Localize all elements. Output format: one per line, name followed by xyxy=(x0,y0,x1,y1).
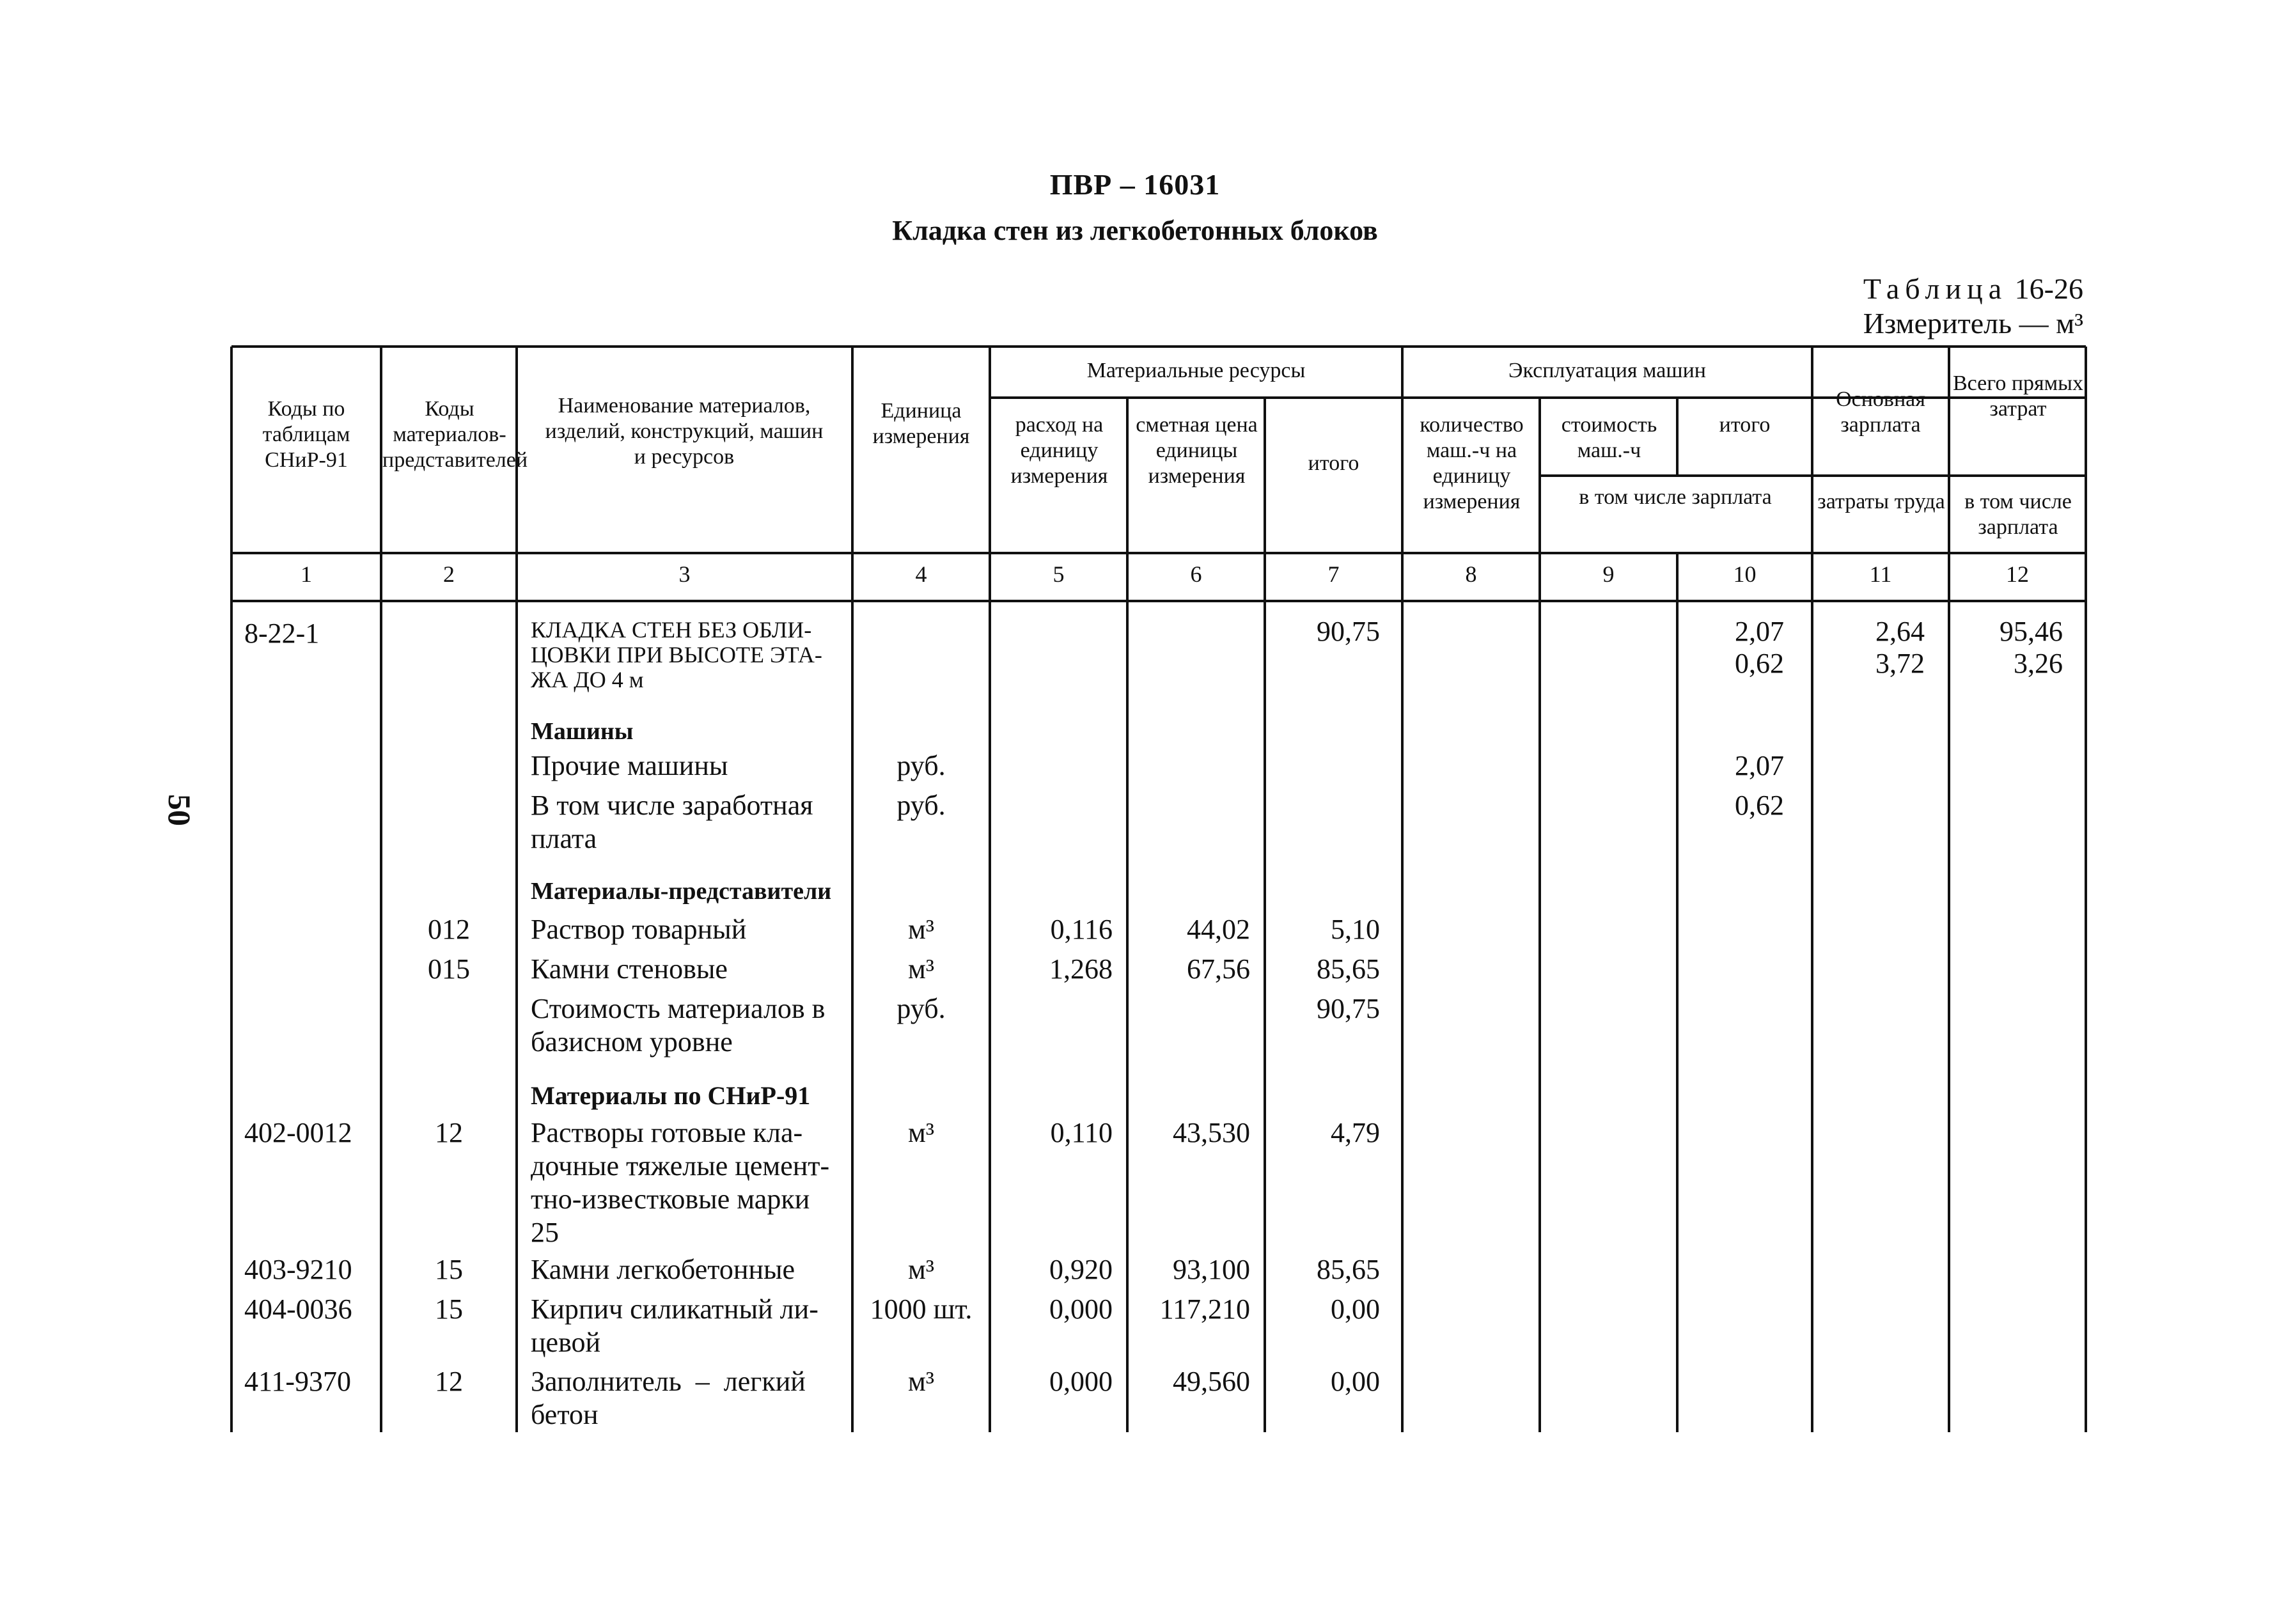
page-number: 50 xyxy=(162,794,198,826)
s2-col7: 85,65 xyxy=(1317,1254,1380,1285)
p3-name-2: базисном уровне xyxy=(531,1026,733,1058)
document-title: ПВР – 16031 xyxy=(1049,168,1221,201)
p2-col7: 85,65 xyxy=(1317,953,1380,985)
main-col10-b: 0,62 xyxy=(1735,648,1784,679)
s1-name-1: Растворы готовые кла- xyxy=(531,1117,803,1148)
s2-rep-code: 15 xyxy=(435,1254,463,1285)
s2-code: 403-9210 xyxy=(244,1254,352,1285)
col-header-12-top: Всего прямых затрат xyxy=(1952,371,2084,421)
main-col12-b: 3,26 xyxy=(2014,648,2063,679)
p1-col5: 0,116 xyxy=(1050,914,1113,945)
s2-col5: 0,920 xyxy=(1049,1254,1113,1285)
s1-col6: 43,530 xyxy=(1173,1117,1250,1148)
col-header-11-top: Основная зарплата xyxy=(1836,387,1925,437)
col-header-4: Единица измерения xyxy=(872,399,970,448)
m2-unit: руб. xyxy=(896,790,946,821)
s1-col5: 0,110 xyxy=(1050,1117,1113,1148)
p2-code: 015 xyxy=(428,953,470,985)
measure-label: Измеритель — м³ xyxy=(1863,307,2083,340)
p1-col6: 44,02 xyxy=(1187,914,1250,945)
s3-name-1: Кирпич силикатный ли- xyxy=(531,1293,818,1325)
section-snip: Материалы по СНиР-91 xyxy=(531,1081,811,1110)
col-number-9: 9 xyxy=(1602,561,1615,587)
s2-name: Камни легкобетонные xyxy=(531,1254,795,1285)
p3-unit: руб. xyxy=(896,993,946,1024)
col-header-8: количество маш.-ч на единицу измерения xyxy=(1420,413,1524,513)
s1-name-4: 25 xyxy=(531,1217,559,1248)
section-machines: Машины xyxy=(531,718,634,745)
col-number-10: 10 xyxy=(1733,561,1757,587)
col-number-4: 4 xyxy=(915,561,927,587)
m1-name: Прочие машины xyxy=(531,750,728,781)
s3-col6: 117,210 xyxy=(1159,1293,1250,1325)
p2-name: Камни стеновые xyxy=(531,953,728,985)
section-representatives: Материалы-представители xyxy=(531,878,832,905)
m2-name-2: плата xyxy=(531,823,597,854)
s3-unit: 1000 шт. xyxy=(870,1293,973,1325)
p2-unit: м³ xyxy=(907,953,935,985)
col-header-10: итого xyxy=(1719,413,1771,437)
s1-name-3: тно-известковые марки xyxy=(531,1183,810,1215)
main-col12-a: 95,46 xyxy=(2000,616,2063,647)
s4-name-1: Заполнитель – легкий xyxy=(531,1366,806,1397)
s4-col6: 49,560 xyxy=(1173,1366,1250,1397)
col-number-12: 12 xyxy=(2006,561,2029,587)
p3-col7: 90,75 xyxy=(1317,993,1380,1024)
s1-rep-code: 12 xyxy=(435,1117,463,1148)
s4-code: 411-9370 xyxy=(244,1366,352,1397)
s3-code: 404-0036 xyxy=(244,1293,352,1325)
table-label: Таблица xyxy=(1863,272,2008,305)
main-col10-a: 2,07 xyxy=(1735,616,1784,647)
p2-col6: 67,56 xyxy=(1187,953,1250,985)
col-number-5: 5 xyxy=(1053,561,1065,587)
main-col7: 90,75 xyxy=(1317,616,1380,647)
s1-unit: м³ xyxy=(907,1117,935,1148)
col-header-11-bottom: затраты труда xyxy=(1817,490,1945,513)
m2-col10: 0,62 xyxy=(1735,790,1784,821)
m1-unit: руб. xyxy=(896,750,946,781)
col-number-6: 6 xyxy=(1190,561,1202,587)
s3-name-2: цевой xyxy=(531,1327,601,1358)
row-code-main: 8-22-1 xyxy=(244,618,320,649)
s3-col7: 0,00 xyxy=(1331,1293,1380,1325)
s4-col5: 0,000 xyxy=(1049,1366,1113,1397)
col-header-12-bottom: в том числе зарплата xyxy=(1964,490,2072,539)
col-number-2: 2 xyxy=(443,561,455,587)
s2-col6: 93,100 xyxy=(1173,1254,1250,1285)
group-header-materials: Материальные ресурсы xyxy=(1086,359,1306,382)
s4-name-2: бетон xyxy=(531,1399,599,1430)
p1-code: 012 xyxy=(428,914,470,945)
row-name-main-1: КЛАДКА СТЕН БЕЗ ОБЛИ- xyxy=(531,617,812,643)
m2-name-1: В том числе заработная xyxy=(531,790,813,821)
s1-name-2: дочные тяжелые цемент- xyxy=(531,1150,830,1182)
row-name-main-2: ЦОВКИ ПРИ ВЫСОТЕ ЭТА- xyxy=(531,642,822,668)
col-header-2: Коды материалов-представителей xyxy=(382,397,528,472)
s4-col7: 0,00 xyxy=(1331,1366,1380,1397)
s1-code: 402-0012 xyxy=(244,1117,352,1148)
col-number-1: 1 xyxy=(301,561,312,587)
col-header-6: сметная цена единицы измерения xyxy=(1136,413,1258,488)
col-header-1: Коды по таблицам СНиР-91 xyxy=(262,397,350,472)
document-subtitle: Кладка стен из легкобетонных блоков xyxy=(892,215,1378,246)
col-number-7: 7 xyxy=(1327,561,1340,587)
p1-name: Раствор товарный xyxy=(531,914,747,945)
m1-col10: 2,07 xyxy=(1735,750,1784,781)
col-number-8: 8 xyxy=(1465,561,1477,587)
s4-unit: м³ xyxy=(907,1366,935,1397)
col-header-7: итого xyxy=(1308,451,1359,475)
group-header-machines: Эксплуатация машин xyxy=(1508,359,1706,382)
table-number: 16-26 xyxy=(2014,272,2083,305)
s2-unit: м³ xyxy=(907,1254,935,1285)
main-col11-b: 3,72 xyxy=(1875,648,1925,679)
s1-col7: 4,79 xyxy=(1331,1117,1380,1148)
col-header-9-10-sub: в том числе зарплата xyxy=(1579,485,1772,509)
s3-col5: 0,000 xyxy=(1049,1293,1113,1325)
p2-col5: 1,268 xyxy=(1049,953,1113,985)
col-number-3: 3 xyxy=(678,561,691,587)
col-number-11: 11 xyxy=(1869,561,1892,587)
p1-col7: 5,10 xyxy=(1331,914,1380,945)
main-col11-a: 2,64 xyxy=(1875,616,1925,647)
s3-rep-code: 15 xyxy=(435,1293,463,1325)
col-header-9: стоимость маш.-ч xyxy=(1561,413,1657,462)
p1-unit: м³ xyxy=(907,914,935,945)
col-header-3: Наименование материалов, изделий, конструкций, машин и ресурсов xyxy=(545,394,824,469)
p3-name-1: Стоимость материалов в xyxy=(531,993,826,1024)
col-header-5: расход на единицу измерения xyxy=(1010,413,1108,488)
row-name-main-3: ЖА ДО 4 м xyxy=(531,667,644,692)
s4-rep-code: 12 xyxy=(435,1366,463,1397)
